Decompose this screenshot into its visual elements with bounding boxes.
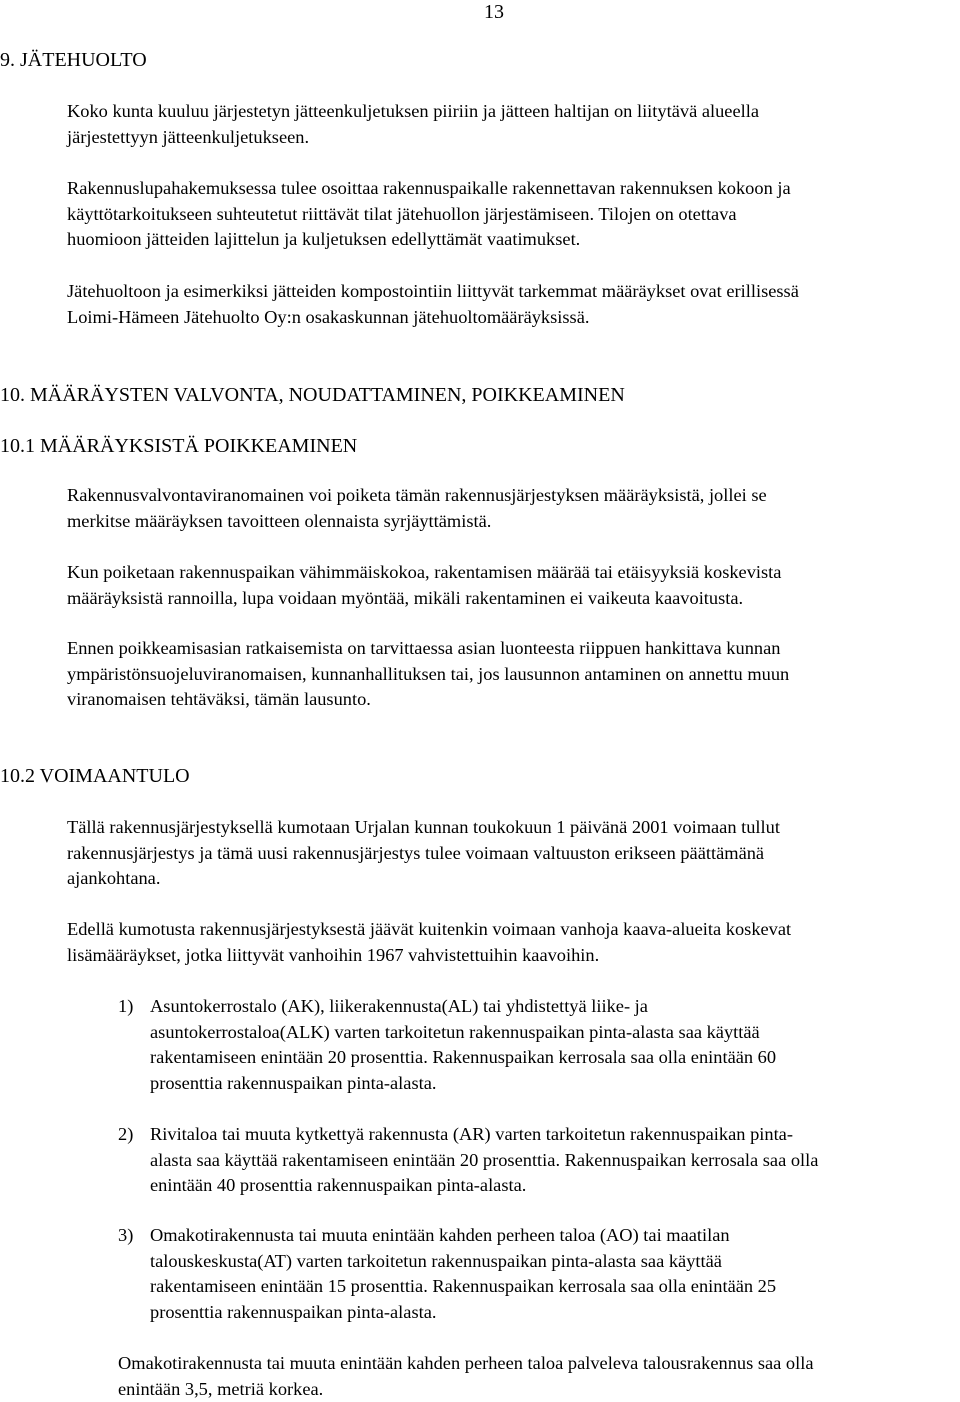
- text-line: Asuntokerrostalo (AK), liikerakennusta(AL) tai yhdistettyä liike- ja: [150, 994, 776, 1020]
- section-10-2-title: 10.2 VOIMAANTULO: [0, 764, 190, 788]
- list-item-1-number: 1): [118, 994, 133, 1020]
- text-line: Loimi-Hämeen Jätehuolto Oy:n osakaskunnan jätehuoltomääräyksissä.: [67, 305, 799, 331]
- text-line: Tällä rakennusjärjestyksellä kumotaan Urjalan kunnan toukokuun 1 päivänä 2001 voimaan tullut: [67, 815, 780, 841]
- list-item-1: [150, 994, 776, 1096]
- section-10-1-title: 10.1 MÄÄRÄYKSISTÄ POIKKEAMINEN: [0, 434, 357, 458]
- section-10-1-paragraph-3: [67, 636, 789, 713]
- section-10-1-paragraph-2: [67, 560, 781, 611]
- text-line: Kun poiketaan rakennuspaikan vähimmäiskokoa, rakentamisen määrää tai etäisyyksiä koskevista: [67, 560, 781, 586]
- list-item-2: [150, 1122, 818, 1199]
- list-item-2-number: 2): [118, 1122, 133, 1148]
- text-line: Rakennusvalvontaviranomainen voi poiketa tämän rakennusjärjestyksen määräyksistä, jollei se: [67, 483, 767, 509]
- text-line: Jätehuoltoon ja esimerkiksi jätteiden kompostointiin liittyvät tarkemmat määräykset ovat erillisessä: [67, 279, 799, 305]
- text-line: määräyksistä rannoilla, lupa voidaan myöntää, mikäli rakentaminen ei vaikeuta kaavoitusta.: [67, 586, 781, 612]
- text-line: Omakotirakennusta tai muuta enintään kahden perheen taloa palveleva talousrakennus saa olla: [118, 1351, 814, 1377]
- section-10-title: 10. MÄÄRÄYSTEN VALVONTA, NOUDATTAMINEN, POIKKEAMINEN: [0, 383, 625, 407]
- text-line: asuntokerrostaloa(ALK) varten tarkoitetun rakennuspaikan pinta-alasta saa käyttää: [150, 1020, 776, 1046]
- text-line: prosenttia rakennuspaikan pinta-alasta.: [150, 1300, 776, 1326]
- text-line: prosenttia rakennuspaikan pinta-alasta.: [150, 1071, 776, 1097]
- text-line: Rivitaloa tai muuta kytkettyä rakennusta (AR) varten tarkoitetun rakennuspaikan pinta-: [150, 1122, 818, 1148]
- text-line: enintään 3,5, metriä korkea.: [118, 1377, 814, 1402]
- text-line: talouskeskusta(AT) varten tarkoitetun rakennuspaikan pinta-alasta saa käyttää: [150, 1249, 776, 1275]
- text-line: enintään 40 prosenttia rakennuspaikan pinta-alasta.: [150, 1173, 818, 1199]
- section-9-paragraph-2: [67, 176, 791, 253]
- text-line: käyttötarkoitukseen suhteutetut riittävät tilat jätehuollon järjestämiseen. Tilojen on otettava: [67, 202, 791, 228]
- text-line: huomioon jätteiden lajittelun ja kuljetuksen edellyttämät vaatimukset.: [67, 227, 791, 253]
- text-line: Omakotirakennusta tai muuta enintään kahden perheen taloa (AO) tai maatilan: [150, 1223, 776, 1249]
- section-9-title: 9. JÄTEHUOLTO: [0, 48, 147, 72]
- text-line: ajankohtana.: [67, 866, 780, 892]
- text-line: rakennusjärjestys ja tämä uusi rakennusjärjestys tulee voimaan valtuuston erikseen päättämänä: [67, 841, 780, 867]
- section-10-2-paragraph-2: [67, 917, 791, 968]
- text-line: rakentamiseen enintään 20 prosenttia. Rakennuspaikan kerrosala saa olla enintään 60: [150, 1045, 776, 1071]
- section-9-paragraph-1: [67, 99, 759, 150]
- list-item-3: [150, 1223, 776, 1325]
- text-line: viranomaisen tehtäväksi, tämän lausunto.: [67, 687, 789, 713]
- text-line: merkitse määräyksen tavoitteen olennaista syrjäyttämistä.: [67, 509, 767, 535]
- section-10-1-paragraph-1: [67, 483, 767, 534]
- text-line: rakentamiseen enintään 15 prosenttia. Rakennuspaikan kerrosala saa olla enintään 25: [150, 1274, 776, 1300]
- closing-paragraph: [118, 1351, 814, 1402]
- text-line: ympäristönsuojeluviranomaisen, kunnanhallituksen tai, jos lausunnon antaminen on annettu muun: [67, 662, 789, 688]
- text-line: Rakennuslupahakemuksessa tulee osoittaa rakennuspaikalle rakennettavan rakennuksen kokoon ja: [67, 176, 791, 202]
- text-line: Edellä kumotusta rakennusjärjestyksestä jäävät kuitenkin voimaan vanhoja kaava-alueita koskevat: [67, 917, 791, 943]
- text-line: järjestettyyn jätteenkuljetukseen.: [67, 125, 759, 151]
- section-9-paragraph-3: [67, 279, 799, 330]
- page-number: 13: [484, 0, 504, 24]
- text-line: lisämääräykset, jotka liittyvät vanhoihin 1967 vahvistettuihin kaavoihin.: [67, 943, 791, 969]
- list-item-3-number: 3): [118, 1223, 133, 1249]
- text-line: alasta saa käyttää rakentamiseen enintään 20 prosenttia. Rakennuspaikan kerrosala saa olla: [150, 1148, 818, 1174]
- section-10-2-paragraph-1: [67, 815, 780, 892]
- text-line: Koko kunta kuuluu järjestetyn jätteenkuljetuksen piiriin ja jätteen haltijan on liitytävä alueella: [67, 99, 759, 125]
- text-line: Ennen poikkeamisasian ratkaisemista on tarvittaessa asian luonteesta riippuen hankittava kunnan: [67, 636, 789, 662]
